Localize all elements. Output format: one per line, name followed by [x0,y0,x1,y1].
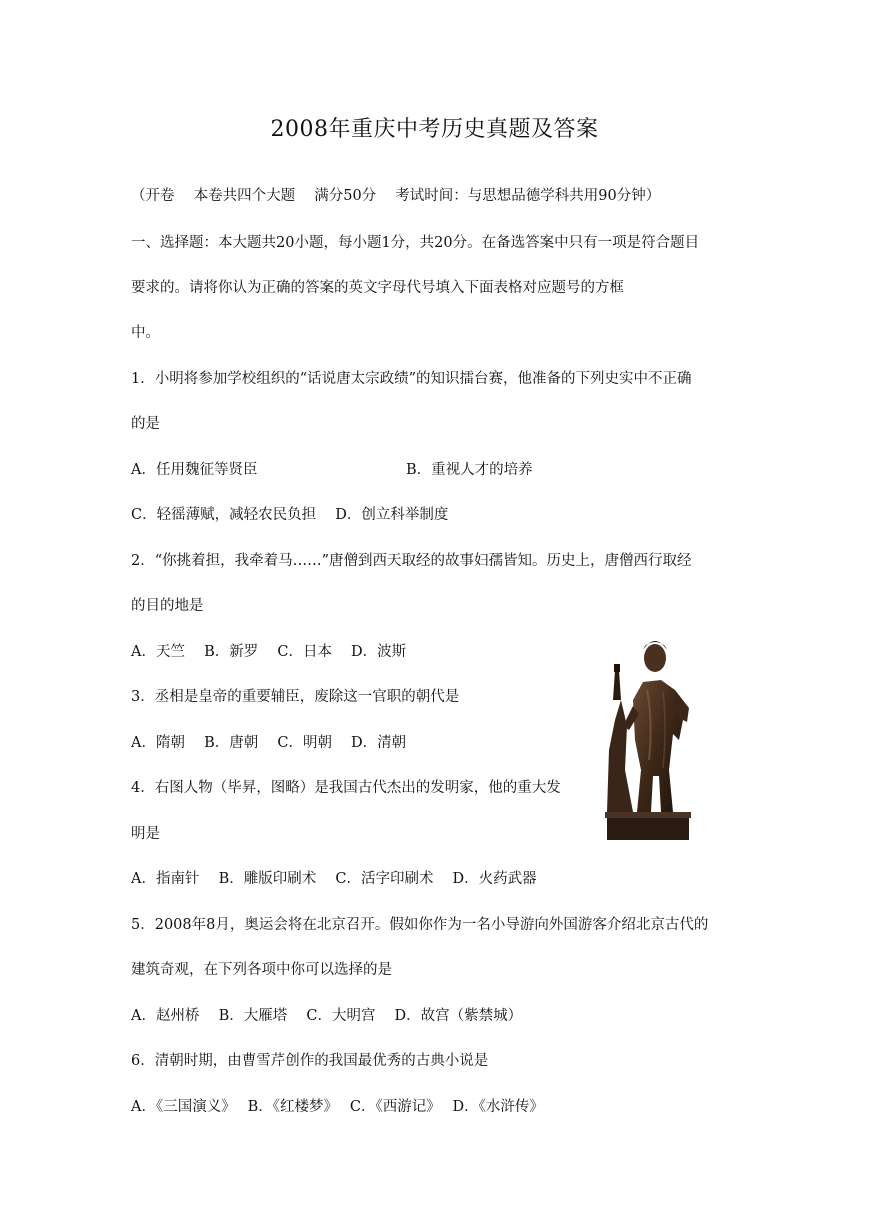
q1-stem-line2: 的是 [131,416,160,432]
q1-option-cd: C．轻徭薄赋，减轻农民负担 D．创立科举制度 [131,507,449,523]
q2-options: A．天竺 B．新罗 C．日本 D．波斯 [131,644,407,660]
q6-options: A．《三国演义》 B．《红楼梦》 C．《西游记》 D．《水浒传》 [131,1099,544,1115]
section1-line2: 要求的。请将你认为正确的答案的英文字母代号填入下面表格对应题号的方框 [131,280,624,296]
page-title: 2008年重庆中考历史真题及答案 [270,117,599,142]
q1-stem-line1: 1．小明将参加学校组织的“话说唐太宗政绩”的知识擂台赛，他准备的下列史实中不正确 [131,371,692,387]
q6-stem: 6．清朝时期，由曹雪芹创作的我国最优秀的古典小说是 [131,1053,489,1069]
q2-stem-line2: 的目的地是 [131,598,204,614]
exam-info: （开卷 本卷共四个大题 满分50分 考试时间：与思想品德学科共用90分钟） [131,188,661,204]
bi-sheng-statue-image [603,630,693,842]
q1-option-a: A．任用魏征等贤臣 [131,462,258,478]
q4-stem-line2: 明是 [131,826,160,842]
q2-stem-line1: 2．“你挑着担，我牵着马……”唐僧到西天取经的故事妇孺皆知。历史上，唐僧西行取经 [131,553,692,569]
q3-stem: 3．丞相是皇帝的重要辅臣，废除这一官职的朝代是 [131,689,460,705]
q5-stem-line1: 5．2008年8月，奥运会将在北京召开。假如你作为一名小导游向外国游客介绍北京古代的 [131,917,709,933]
q4-options: A．指南针 B．雕版印刷术 C．活字印刷术 D．火药武器 [131,871,537,887]
section1-line3: 中。 [131,325,160,341]
q5-stem-line2: 建筑奇观，在下列各项中你可以选择的是 [131,962,392,978]
q3-options: A．隋朝 B．唐朝 C．明朝 D．清朝 [131,735,407,751]
q1-option-b: B．重视人才的培养 [406,462,533,478]
section1-line1: 一、选择题：本大题共20小题，每小题1分，共20分。在备选答案中只有一项是符合题目 [131,235,700,251]
q5-options: A．赵州桥 B．大雁塔 C．大明宫 D．故宫（紫禁城） [131,1008,523,1024]
q4-stem-line1: 4．右图人物（毕昇，图略）是我国古代杰出的发明家，他的重大发 [131,780,561,796]
